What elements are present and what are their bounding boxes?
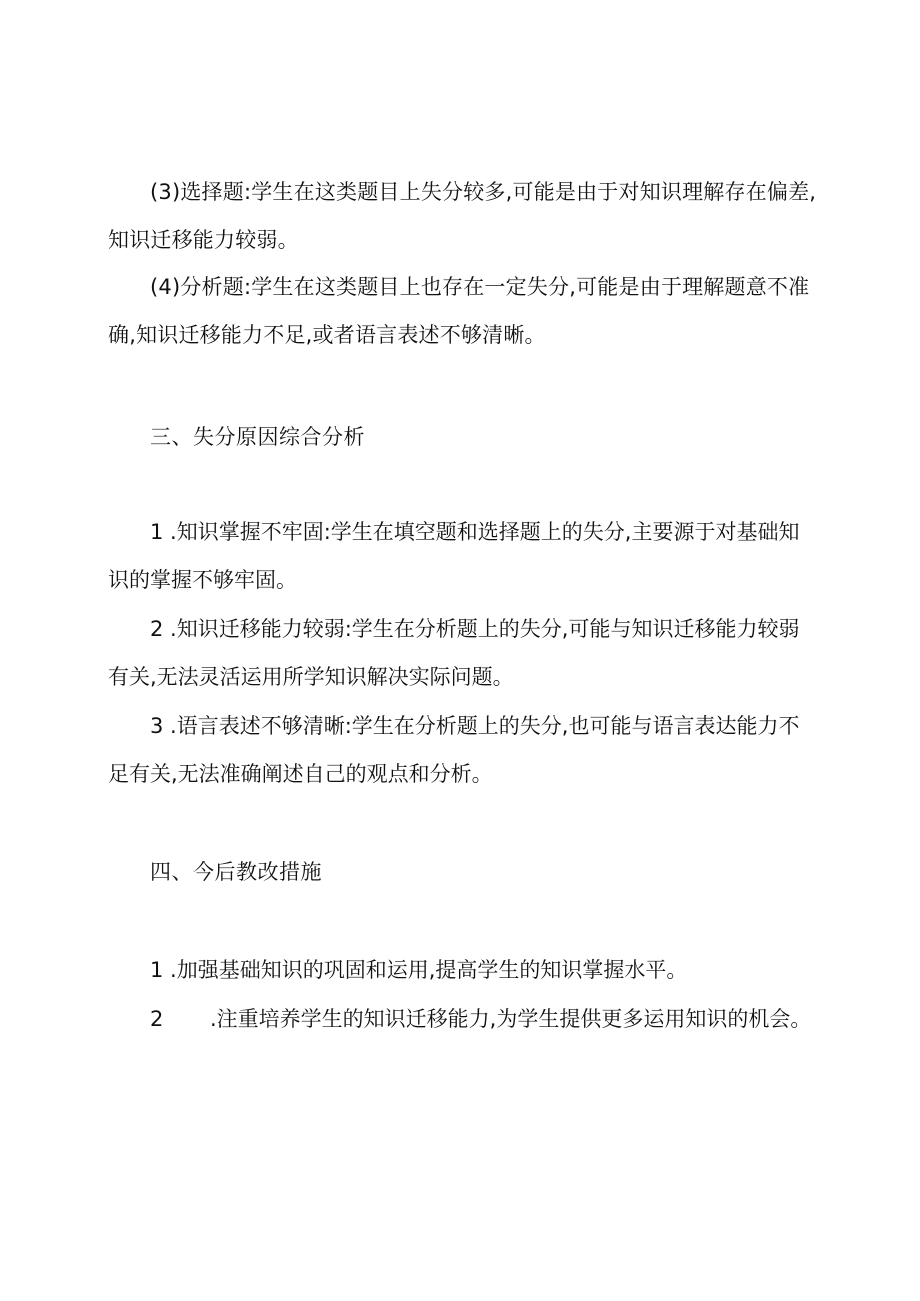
section4-heading: 四、今后教改措施 [150,860,322,884]
section4-item-2-text: .注重培养学生的知识迁移能力,为学生提供更多运用知识的机会。 [210,1007,812,1031]
section4-item-2-number: 2 [150,1007,164,1031]
section4-item-2 [108,995,818,1043]
section3-item-1: 1 .知识掌握不牢固:学生在填空题和选择题上的失分,主要源于对基础知识的掌握不够牢固。 [108,520,800,592]
section3-item-3: 3 .语言表述不够清晰:学生在分析题上的失分,也可能与语言表达能力不足有关,无法准确阐述自己的观点和分析。 [108,714,800,786]
section4-item-1: 1 .加强基础知识的巩固和运用,提高学生的知识掌握水平。 [150,958,688,982]
section3-item-2: 2 .知识迁移能力较弱:学生在分析题上的失分,可能与知识迁移能力较弱有关,无法灵活运用所学知识解决实际问题。 [108,617,800,689]
paragraph-item-3: (3)选择题:学生在这类题目上失分较多,可能是由于对知识理解存在偏差,知识迁移能力较弱。 [108,180,817,252]
paragraph-item-4: (4)分析题:学生在这类题目上也存在一定失分,可能是由于理解题意不准确,知识迁移能力不足,或者语言表述不够清晰。 [108,275,810,347]
section3-heading: 三、失分原因综合分析 [150,425,365,449]
